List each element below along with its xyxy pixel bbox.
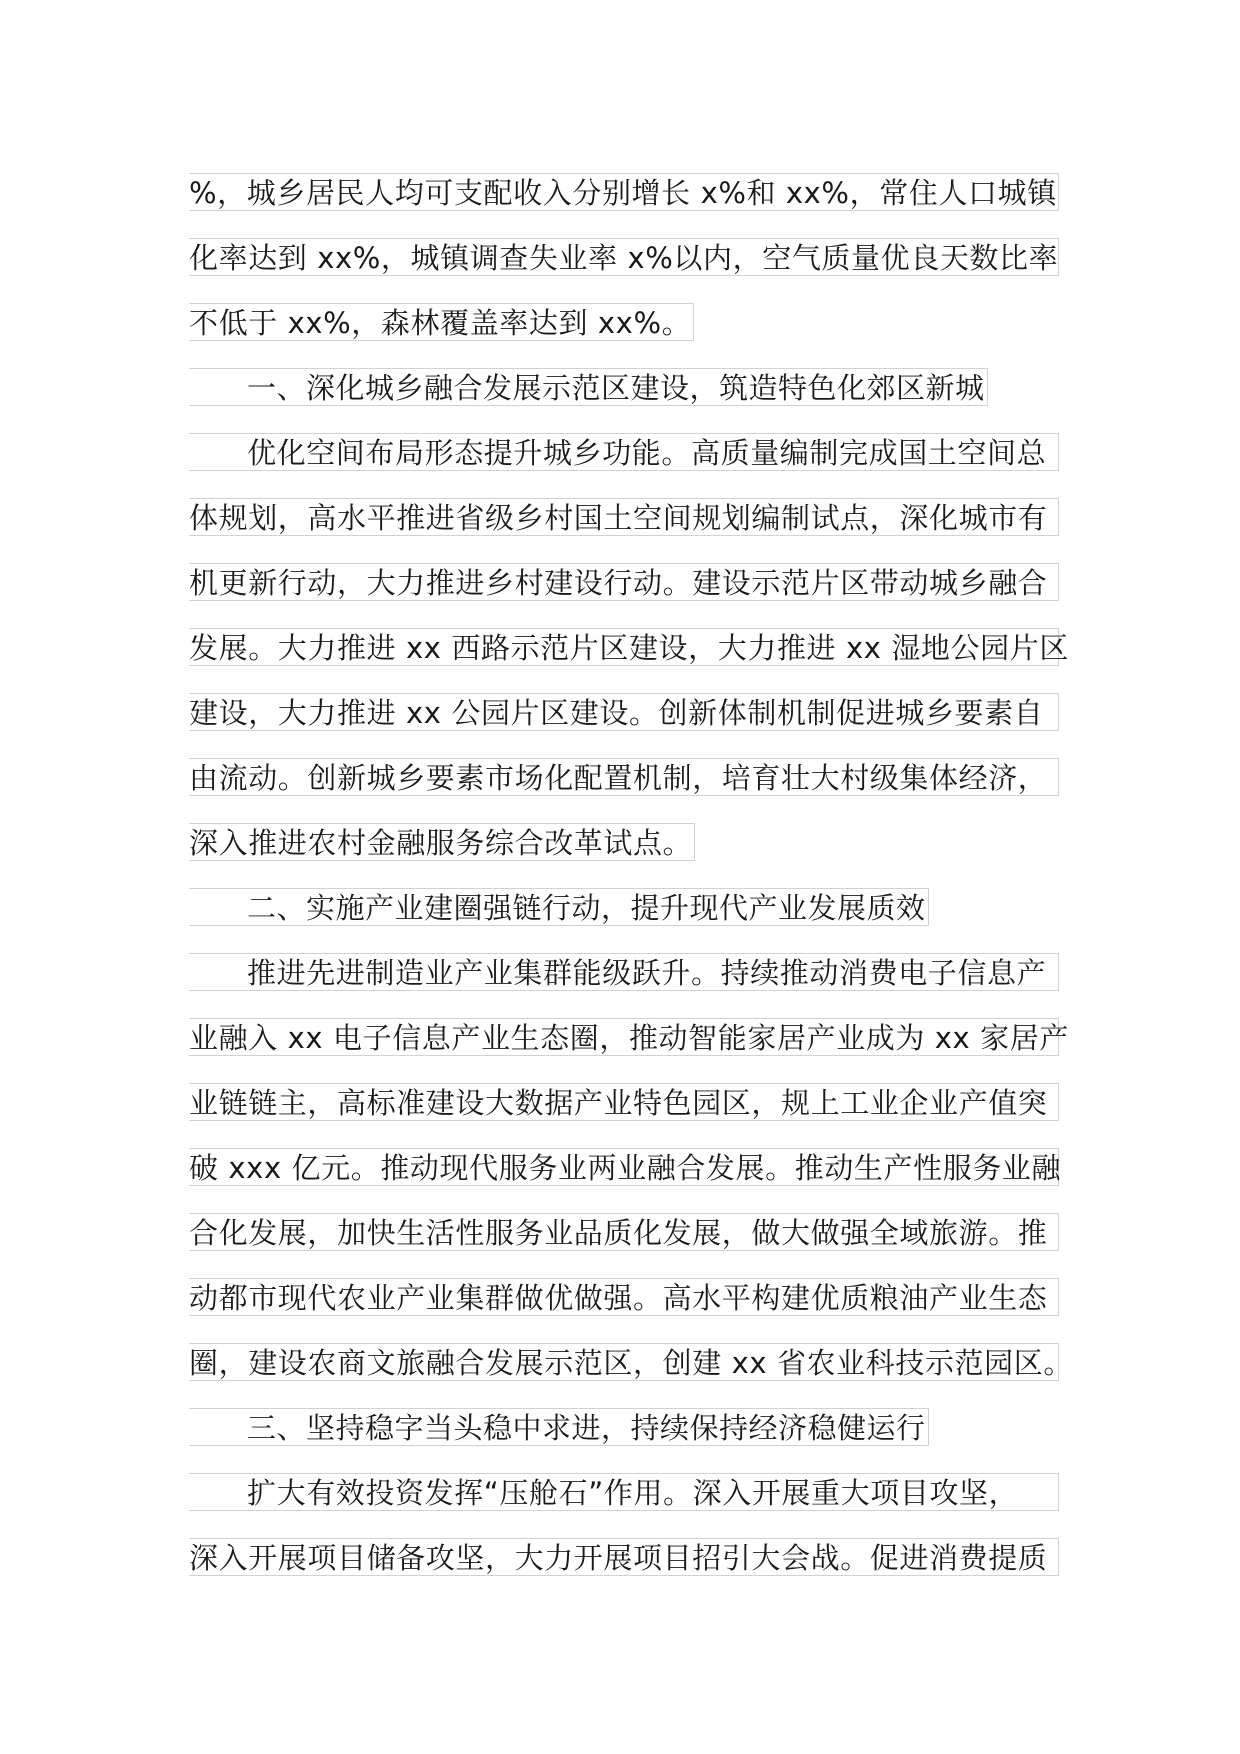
text-line-content: 由流动。创新城乡要素市场化配置机制，培育壮大村级集体经济， [189,758,1059,796]
text-line-content: 优化空间布局形态提升城乡功能。高质量编制完成国土空间总 [189,433,1059,471]
text-line [189,820,1069,885]
text-line [189,560,1069,625]
text-line [189,1340,1073,1405]
text-line-content: 不低于 xx%，森林覆盖率达到 xx%。 [189,303,694,341]
text-line-content: 深入推进农村金融服务综合改革试点。 [189,823,695,861]
text-line-content: 机更新行动，大力推进乡村建设行动。建设示范片区带动城乡融合 [189,563,1059,601]
text-line [189,1080,1069,1145]
document-body [189,170,1073,1600]
text-line [189,1535,1069,1600]
section-heading-text: 二、实施产业建圈强链行动，提升现代产业发展质效 [189,888,929,926]
text-line [189,1015,1069,1080]
text-line [189,300,1069,365]
text-line [189,1210,1069,1275]
text-line-content: 化率达到 xx%，城镇调查失业率 x%以内，空气质量优良天数比率 [189,238,1059,276]
text-line [189,1275,1069,1340]
text-line [189,495,1069,560]
text-line [189,690,1069,755]
text-line [189,755,1069,820]
text-line [189,430,1069,495]
text-line-content: %，城乡居民人均可支配收入分别增长 x%和 xx%，常住人口城镇 [189,173,1059,211]
text-line [189,1470,1069,1535]
section-heading-text: 一、深化城乡融合发展示范区建设，筑造特色化郊区新城 [189,368,988,406]
section-heading [189,365,1069,430]
text-line [189,625,1069,690]
text-line-content: 建设，大力推进 xx 公园片区建设。创新体制机制促进城乡要素自 [189,693,1059,731]
text-line-content: 破 xxx 亿元。推动现代服务业两业融合发展。推动生产性服务业融 [189,1148,1059,1186]
text-line-content: 圈，建设农商文旅融合发展示范区，创建 xx 省农业科技示范园区。 [189,1343,1059,1381]
text-line-content: 业链链主，高标准建设大数据产业特色园区，规上工业企业产值突 [189,1083,1059,1121]
text-line-content: 体规划，高水平推进省级乡村国土空间规划编制试点，深化城市有 [189,498,1059,536]
text-line-content: 推进先进制造业产业集群能级跃升。持续推动消费电子信息产 [189,953,1059,991]
text-line-content: 扩大有效投资发挥“压舱石”作用。深入开展重大项目攻坚， [189,1473,1059,1511]
section-heading [189,885,1069,950]
section-heading-text: 三、坚持稳字当头稳中求进，持续保持经济稳健运行 [189,1408,929,1446]
text-line [189,170,1069,235]
text-line [189,1145,1069,1210]
text-line-content: 深入开展项目储备攻坚，大力开展项目招引大会战。促进消费提质 [189,1538,1059,1576]
text-line [189,235,1069,300]
text-line [189,950,1069,1015]
text-line-content: 发展。大力推进 xx 西路示范片区建设，大力推进 xx 湿地公园片区 [189,628,1059,666]
text-line-content: 动都市现代农业产业集群做优做强。高水平构建优质粮油产业生态 [189,1278,1059,1316]
text-line-content: 业融入 xx 电子信息产业生态圈，推动智能家居产业成为 xx 家居产 [189,1018,1059,1056]
text-line-content: 合化发展，加快生活性服务业品质化发展，做大做强全域旅游。推 [189,1213,1059,1251]
section-heading [189,1405,1069,1470]
